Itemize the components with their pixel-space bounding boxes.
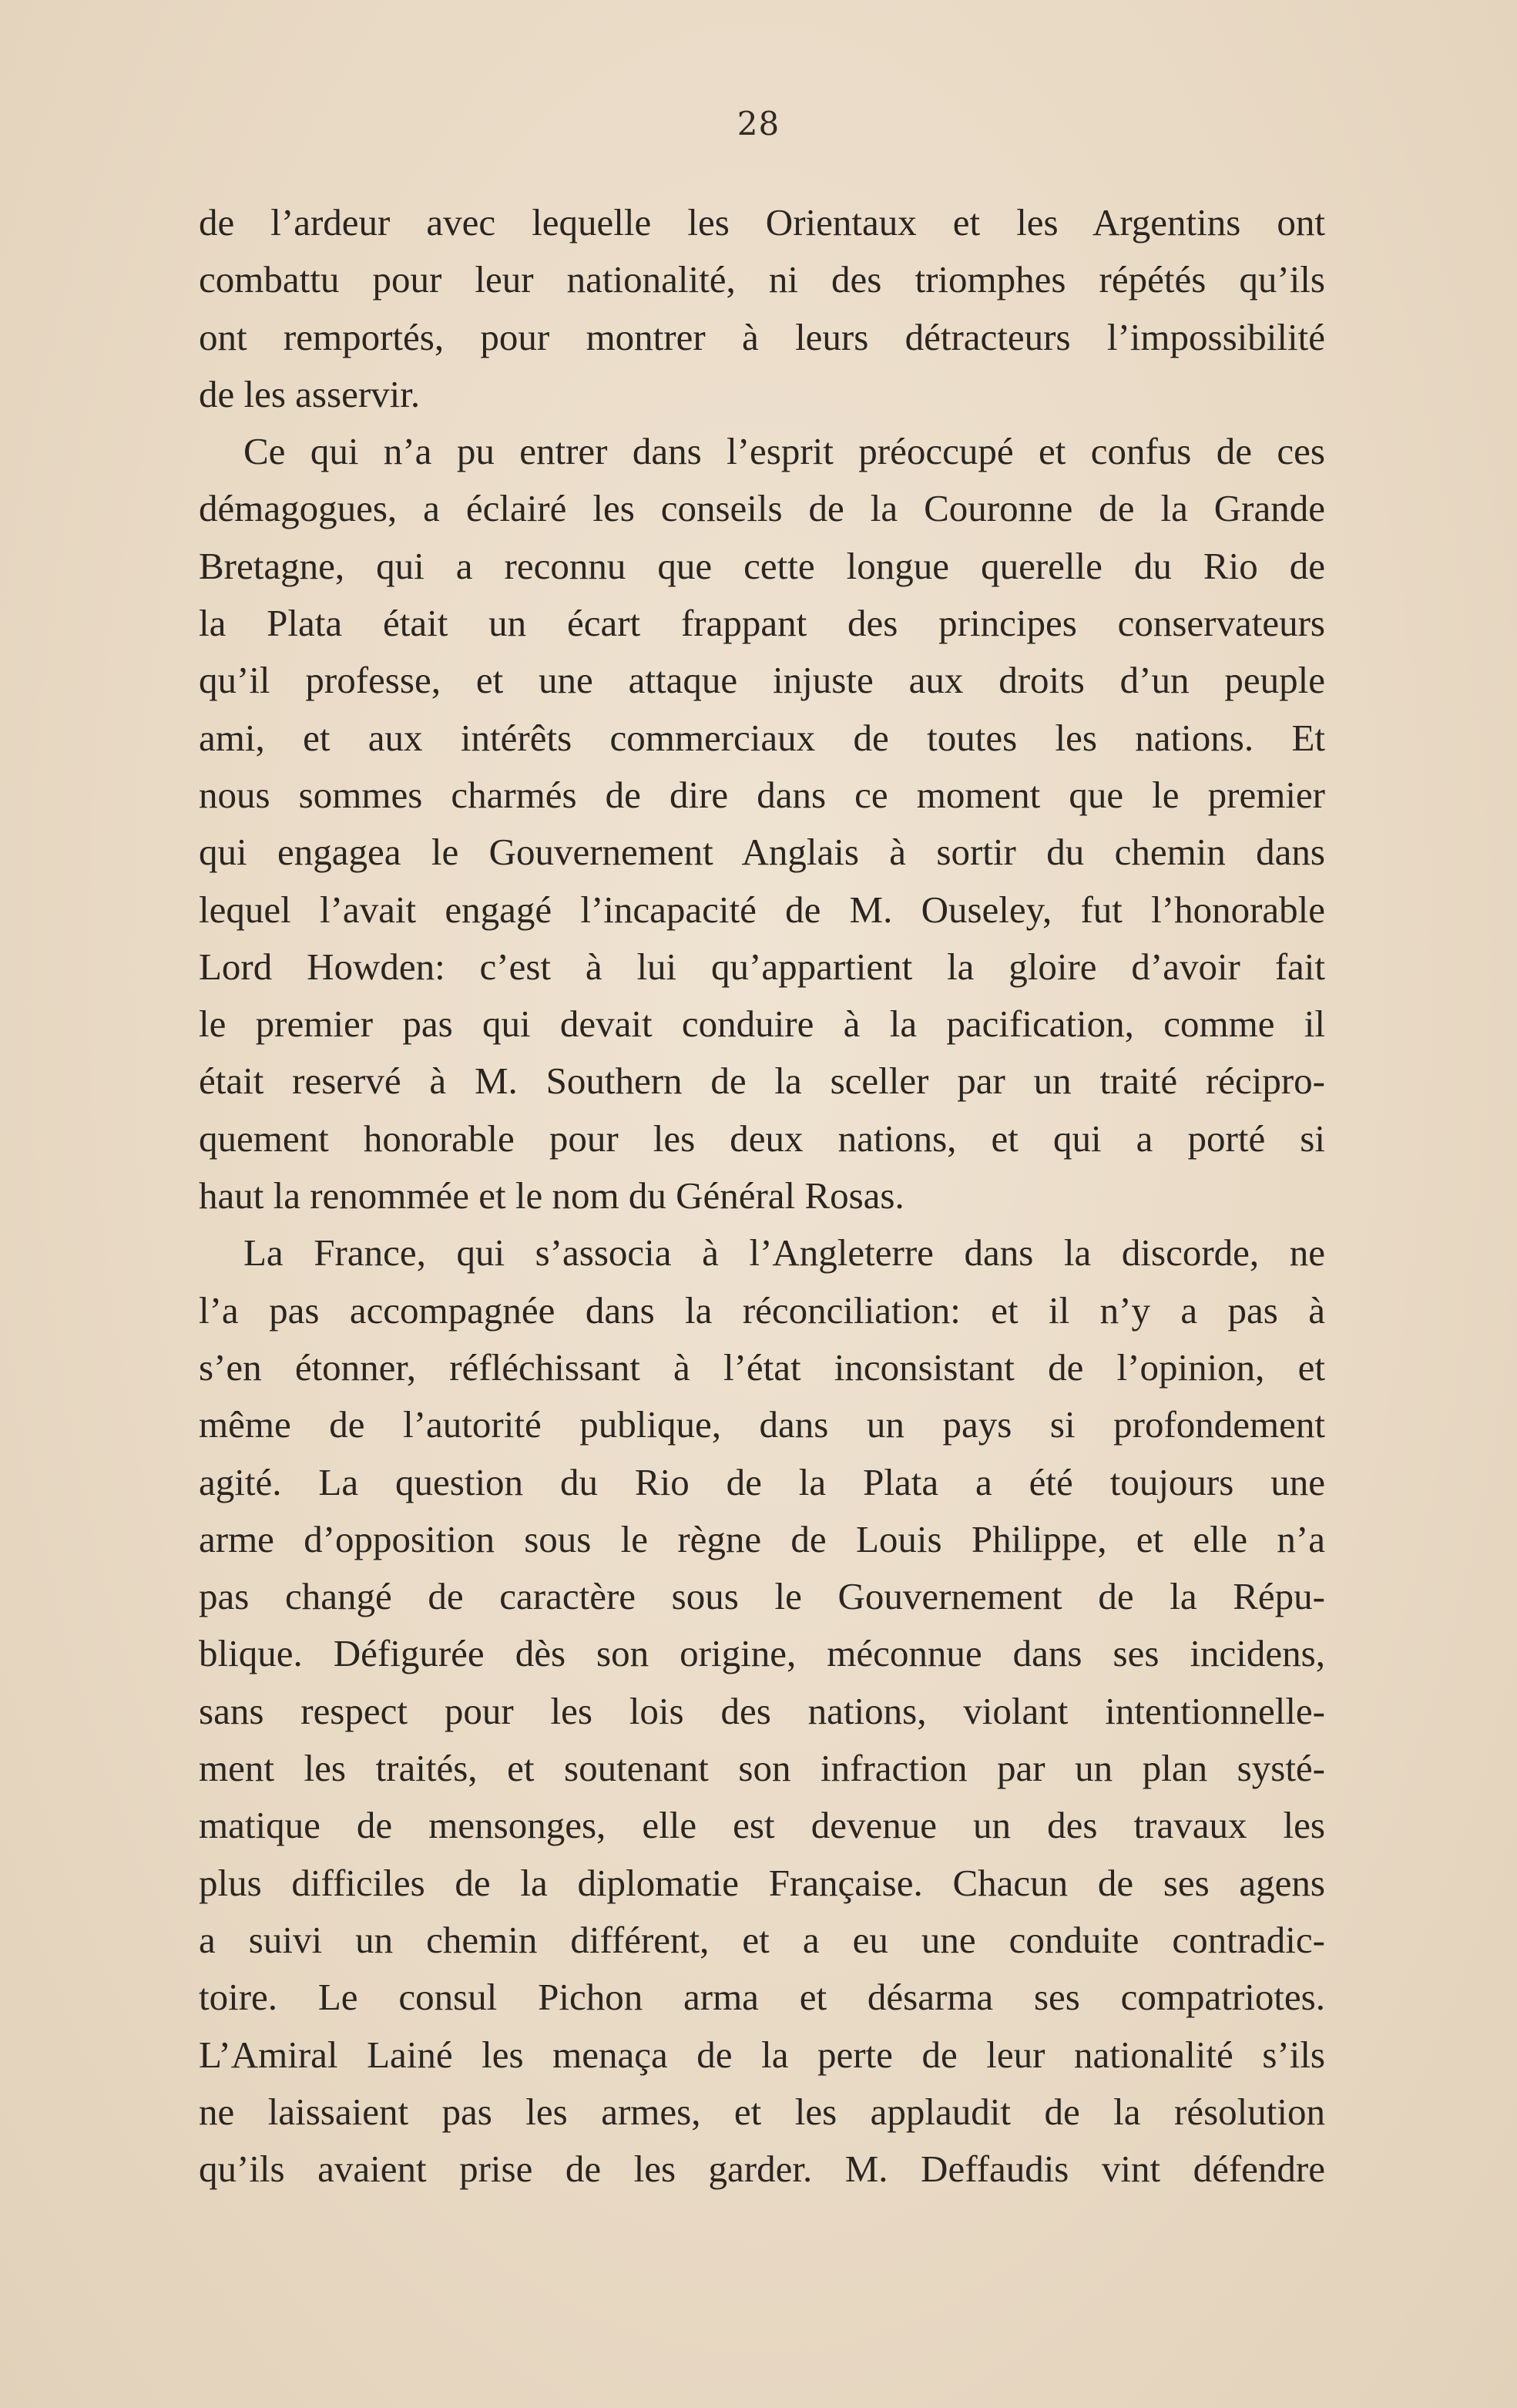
text-line: ment les traités, et soutenant son infraction par un plan systé- bbox=[199, 1747, 1325, 1790]
text-line: toire. Le consul Pichon arma et désarma ses compatriotes. bbox=[199, 1976, 1325, 2019]
text-line: a suivi un chemin différent, et a eu une conduite contradic- bbox=[199, 1918, 1325, 1961]
text-line: quement honorable pour les deux nations, et qui a porté si bbox=[199, 1117, 1325, 1160]
text-line: blique. Défigurée dès son origine, méconnue dans ses incidens, bbox=[199, 1632, 1325, 1675]
text-line: le premier pas qui devait conduire à la pacification, comme il bbox=[199, 1002, 1325, 1046]
text-line: l’a pas accompagnée dans la réconciliation: et il n’y a pas à bbox=[199, 1288, 1325, 1332]
text-line: la Plata était un écart frappant des principes conservateurs bbox=[199, 602, 1325, 645]
text-line: Ce qui n’a pu entrer dans l’esprit préoccupé et confus de ces bbox=[243, 430, 1325, 473]
body-text bbox=[199, 194, 1325, 2198]
text-line: s’en étonner, réfléchissant à l’état inconsistant de l’opinion, et bbox=[199, 1345, 1325, 1389]
text-line: sans respect pour les lois des nations, violant intentionnelle- bbox=[199, 1689, 1325, 1732]
text-line: agité. La question du Rio de la Plata a été toujours une bbox=[199, 1460, 1325, 1503]
text-line: matique de mensonges, elle est devenue un des travaux les bbox=[199, 1804, 1325, 1847]
text-line: était reservé à M. Southern de la sceller par un traité récipro- bbox=[199, 1060, 1325, 1103]
text-line: Bretagne, qui a reconnu que cette longue querelle du Rio de bbox=[199, 544, 1325, 587]
text-line: qu’ils avaient prise de les garder. M. Deffaudis vint défendre bbox=[199, 2148, 1325, 2191]
text-line: lequel l’avait engagé l’incapacité de M. Ouseley, fut l’honorable bbox=[199, 888, 1325, 931]
text-line: Lord Howden: c’est à lui qu’appartient la gloire d’avoir fait bbox=[199, 945, 1325, 988]
text-line: plus difficiles de la diplomatie Française. Chacun de ses agens bbox=[199, 1861, 1325, 1904]
text-line: L’Amiral Lainé les menaça de la perte de leur nationalité s’ils bbox=[199, 2033, 1325, 2076]
text-line: pas changé de caractère sous le Gouvernement de la Répu- bbox=[199, 1575, 1325, 1618]
text-line: combattu pour leur nationalité, ni des triomphes répétés qu’ils bbox=[199, 258, 1325, 301]
text-line: arme d’opposition sous le règne de Louis Philippe, et elle n’a bbox=[199, 1517, 1325, 1560]
text-line: démagogues, a éclairé les conseils de la Couronne de la Grande bbox=[199, 487, 1325, 530]
text-line: qu’il professe, et une attaque injuste aux droits d’un peuple bbox=[199, 659, 1325, 702]
text-line: de les asservir. bbox=[199, 372, 421, 415]
text-line: haut la renommée et le nom du Général Rosas. bbox=[199, 1174, 904, 1217]
text-line: ne laissaient pas les armes, et les applaudit de la résolution bbox=[199, 2090, 1325, 2133]
text-line: La France, qui s’associa à l’Angleterre dans la discorde, ne bbox=[243, 1231, 1325, 1275]
text-line: de l’ardeur avec lequelle les Orientaux et les Argentins ont bbox=[199, 201, 1325, 243]
text-line: même de l’autorité publique, dans un pays si profondement bbox=[199, 1403, 1325, 1446]
text-line: qui engagea le Gouvernement Anglais à sortir du chemin dans bbox=[199, 831, 1325, 874]
text-line: ami, et aux intérêts commerciaux de toutes les nations. Et bbox=[199, 716, 1325, 759]
text-line: nous sommes charmés de dire dans ce moment que le premier bbox=[199, 773, 1325, 816]
page-number: 28 bbox=[737, 105, 780, 143]
text-line: ont remportés, pour montrer à leurs détracteurs l’impossibilité bbox=[199, 315, 1325, 358]
